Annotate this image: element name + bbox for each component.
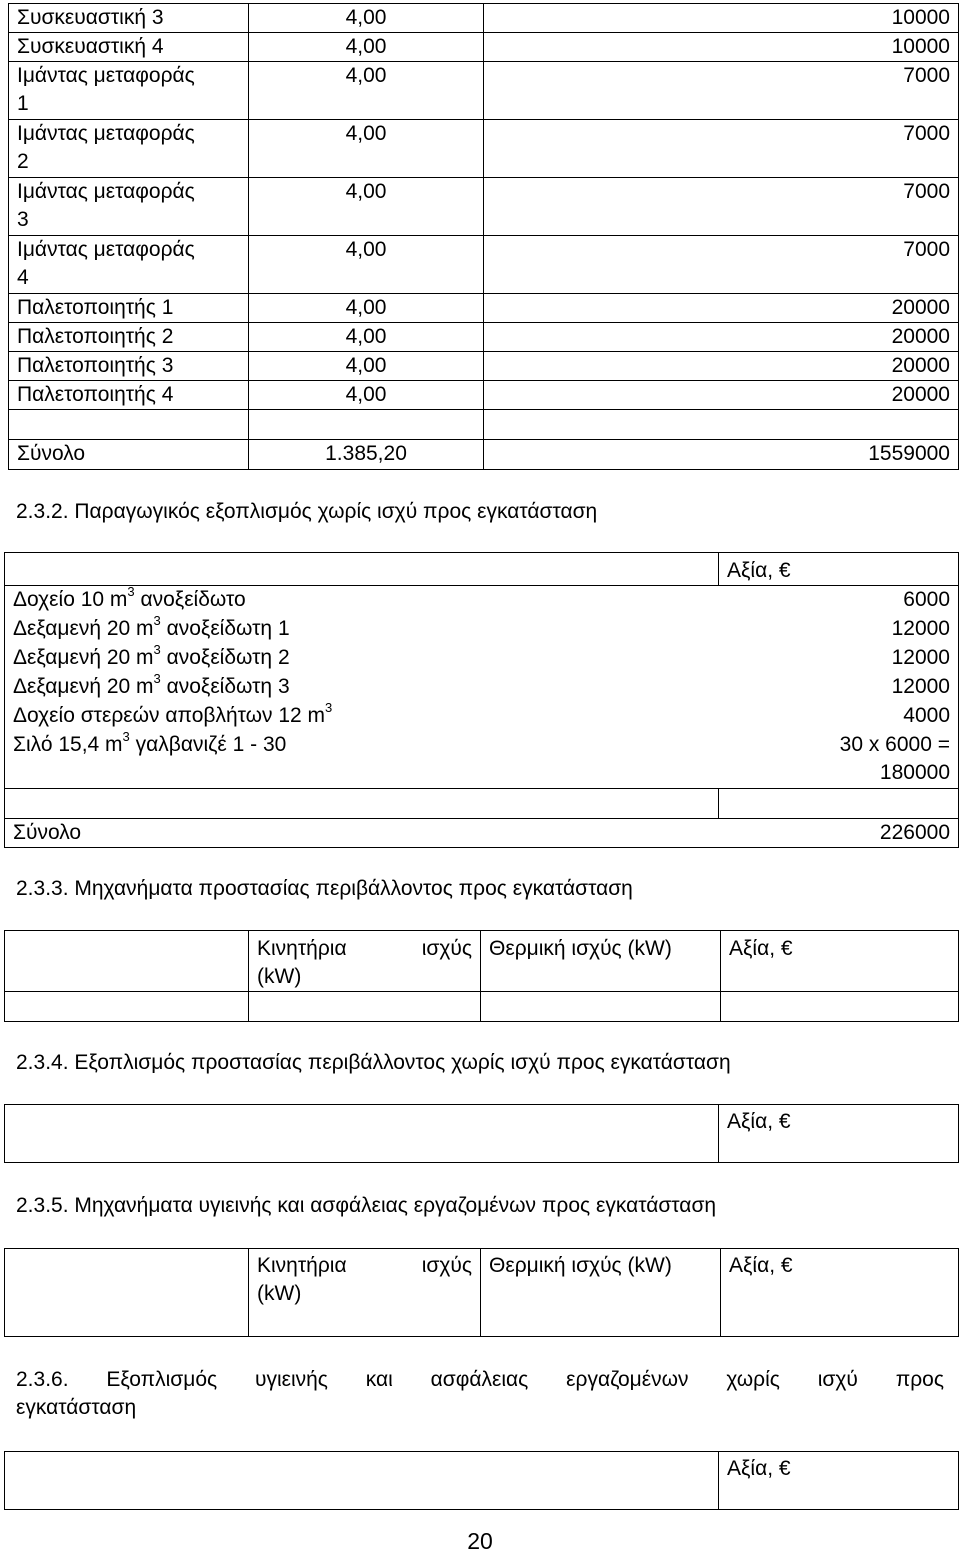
- item-power: 4,00: [249, 120, 484, 178]
- table-header-row: [5, 553, 959, 586]
- total-value: 226000: [719, 819, 959, 848]
- item-power: 4,00: [249, 178, 484, 236]
- item-name: Ιμάντας μεταφοράς 3: [9, 178, 249, 236]
- table-header-row: [5, 1105, 959, 1163]
- thermal-power-header: Θερμική ισχύς (kW): [481, 1249, 721, 1337]
- item-name: Ιμάντας μεταφοράς 1: [9, 62, 249, 120]
- item-name: Δοχείο στερεών αποβλήτων 12 $m^3$: [5, 702, 719, 731]
- item-name: Παλετοποιητής 1: [9, 294, 249, 323]
- item-value: 20000: [484, 352, 959, 381]
- total-row: [5, 819, 959, 848]
- total-value: 1559000: [484, 440, 959, 470]
- non-powered-equipment-table: [4, 552, 959, 848]
- total-label: Σύνολο: [9, 440, 249, 470]
- heading-word: Εξοπλισμός: [106, 1368, 218, 1391]
- item-name: Συσκευαστική 3: [9, 4, 249, 33]
- item-name: Ιμάντας μεταφοράς 4: [9, 236, 249, 294]
- item-value: 20000: [484, 381, 959, 410]
- item-name: Παλετοποιητής 4: [9, 381, 249, 410]
- item-value: 6000: [719, 586, 959, 615]
- table-empty-row: [5, 789, 959, 819]
- heading-word: υγιεινής: [254, 1368, 328, 1391]
- item-value: 7000: [484, 236, 959, 294]
- item-value: 7000: [484, 120, 959, 178]
- heading-word: χωρίς: [726, 1368, 780, 1391]
- table-row: [9, 62, 959, 120]
- table-row: [5, 644, 959, 673]
- table-row: [9, 33, 959, 62]
- item-value: 20000: [484, 323, 959, 352]
- value-header: Αξία, €: [719, 553, 959, 586]
- item-value: 12000: [719, 673, 959, 702]
- table-row: [9, 178, 959, 236]
- non-powered-equipment-body: [5, 553, 959, 848]
- equipment-table: [8, 3, 959, 470]
- value-header: Αξία, €: [719, 1105, 959, 1163]
- item-value: 4000: [719, 702, 959, 731]
- table-row: [9, 294, 959, 323]
- item-power: 4,00: [249, 62, 484, 120]
- item-value: 7000: [484, 62, 959, 120]
- table-empty-row: [9, 410, 959, 440]
- env-protection-equipment-table: [4, 1104, 959, 1163]
- table-row: [5, 702, 959, 731]
- item-name: Δοχείο 10 $m^3$ ανοξείδωτο: [5, 586, 719, 615]
- item-name: Ιμάντας μεταφοράς 2: [9, 120, 249, 178]
- section-heading-2-3-6: [16, 1366, 944, 1422]
- item-power: 4,00: [249, 33, 484, 62]
- heading-word: εργαζομένων: [566, 1368, 689, 1391]
- item-value: 20000: [484, 294, 959, 323]
- table-row: [5, 615, 959, 644]
- item-power: 4,00: [249, 294, 484, 323]
- table-row: [9, 236, 959, 294]
- motor-power-header: Κινητήρια ισχύς (kW): [249, 1249, 481, 1337]
- table-row: [5, 673, 959, 702]
- value-header: Αξία, €: [721, 931, 959, 992]
- item-value: 30 x 6000 = 180000: [719, 731, 959, 789]
- table-row: [9, 120, 959, 178]
- table-row: [9, 323, 959, 352]
- table-row: [9, 352, 959, 381]
- heading-word: ασφάλειας: [430, 1368, 529, 1391]
- table-row: [5, 586, 959, 615]
- table-header-row: [5, 931, 959, 992]
- item-power: 4,00: [249, 381, 484, 410]
- value-header: Αξία, €: [719, 1452, 959, 1510]
- item-power: 4,00: [249, 323, 484, 352]
- env-protection-machines-table: [4, 930, 959, 1022]
- section-heading-2-3-3: 2.3.3. Μηχανήματα προστασίας περιβάλλοντος προς εγκατάσταση: [16, 877, 633, 900]
- item-name: Παλετοποιητής 3: [9, 352, 249, 381]
- section-heading-2-3-4: 2.3.4. Εξοπλισμός προστασίας περιβάλλοντος χωρίς ισχύ προς εγκατάσταση: [16, 1051, 731, 1074]
- section-heading-2-3-5: 2.3.5. Μηχανήματα υγιεινής και ασφάλειας εργαζομένων προς εγκατάσταση: [16, 1194, 717, 1217]
- motor-power-header: Κινητήρια ισχύς (kW): [249, 931, 481, 992]
- table-empty-row: [5, 992, 959, 1022]
- item-name: Δεξαμενή 20 $m^3$ ανοξείδωτη 3: [5, 673, 719, 702]
- heading-word: ισχύ: [817, 1368, 858, 1391]
- heading-line-2: εγκατάσταση: [16, 1396, 137, 1419]
- total-power: 1.385,20: [249, 440, 484, 470]
- total-label: Σύνολο: [5, 819, 719, 848]
- item-name: Δεξαμενή 20 $m^3$ ανοξείδωτη 2: [5, 644, 719, 673]
- item-power: 4,00: [249, 352, 484, 381]
- item-value: 7000: [484, 178, 959, 236]
- table-header-row: [5, 1249, 959, 1337]
- value-header: Αξία, €: [721, 1249, 959, 1337]
- item-name: Παλετοποιητής 2: [9, 323, 249, 352]
- equipment-table-body: [9, 4, 959, 470]
- heading-word: 2.3.6.: [16, 1368, 69, 1391]
- item-value: 12000: [719, 644, 959, 673]
- item-value: 10000: [484, 33, 959, 62]
- total-row: [9, 440, 959, 470]
- heading-line-1: [16, 1366, 944, 1394]
- table-header-row: [5, 1452, 959, 1510]
- table-row: [9, 4, 959, 33]
- heading-word: και: [365, 1368, 393, 1391]
- health-safety-equipment-table: [4, 1451, 959, 1510]
- item-value: 12000: [719, 615, 959, 644]
- item-name: Συσκευαστική 4: [9, 33, 249, 62]
- item-value: 10000: [484, 4, 959, 33]
- heading-word: προς: [895, 1368, 944, 1391]
- item-name: Σιλό 15,4 $m^3$ γαλβανιζέ 1 - 30: [5, 731, 719, 789]
- health-safety-machines-table: [4, 1248, 959, 1337]
- item-name: Δεξαμενή 20 $m^3$ ανοξείδωτη 1: [5, 615, 719, 644]
- table-row: [9, 381, 959, 410]
- thermal-power-header: Θερμική ισχύς (kW): [481, 931, 721, 992]
- table-row: [5, 731, 959, 789]
- section-heading-2-3-2: 2.3.2. Παραγωγικός εξοπλισμός χωρίς ισχύ προς εγκατάσταση: [16, 500, 598, 523]
- item-power: 4,00: [249, 4, 484, 33]
- item-power: 4,00: [249, 236, 484, 294]
- page-number: 20: [467, 1528, 493, 1554]
